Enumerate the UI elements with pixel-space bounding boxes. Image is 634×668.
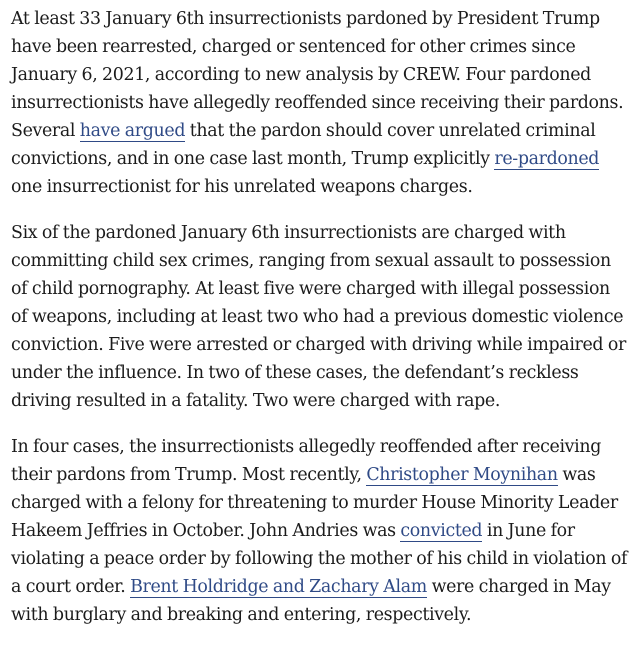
paragraph-1: [11, 5, 629, 201]
text-run: At least 33 January 6th insurrectionists pardoned by President Trump have been rearrested, charged or sentenced for other crimes since January 6, 2021, according to new analysis by CREW. Four pardoned insurrectionists have allegedly reoffended since receiving their pardons. Several: [11, 9, 624, 141]
text-run: were charged in May with burglary and breaking and entering, respectively.: [11, 577, 611, 625]
text-run: was charged with a felony for threatening to murder House Minority Leader Hakeem Jeffries in October. John Andries was: [11, 465, 618, 541]
link-convicted[interactable]: convicted: [400, 521, 483, 541]
text-run: that the pardon should cover unrelated criminal convictions, and in one case last month, Trump explicitly: [11, 121, 596, 169]
paragraph-3: [11, 433, 629, 629]
text-run: Six of the pardoned January 6th insurrectionists are charged with committing child sex crimes, ranging from sexual assault to possession of child pornography. At least five were charged with illegal possession of weapons, including at least two who had a previous domestic violence conviction. Five were arrested or charged with driving while impaired or under the influence. In two of these cases, the defendant’s reckless driving resulted in a fatality. Two were charged with rape.: [11, 223, 626, 411]
text-run: one insurrectionist for his unrelated weapons charges.: [11, 177, 473, 197]
link-re-pardoned[interactable]: re-pardoned: [494, 149, 600, 169]
text-run: In four cases, the insurrectionists allegedly reoffended after receiving their pardons from Trump. Most recently,: [11, 437, 601, 485]
article-body: [11, 5, 629, 647]
link-have-argued[interactable]: have argued: [79, 121, 186, 141]
text-run: in June for violating a peace order by following the mother of his child in violation of a court order.: [11, 521, 628, 597]
link-christopher-moynihan[interactable]: Christopher Moynihan: [366, 465, 558, 485]
link-brent-holdridge-zachary-alam[interactable]: Brent Holdridge and Zachary Alam: [130, 577, 427, 597]
paragraph-2: [11, 219, 629, 415]
